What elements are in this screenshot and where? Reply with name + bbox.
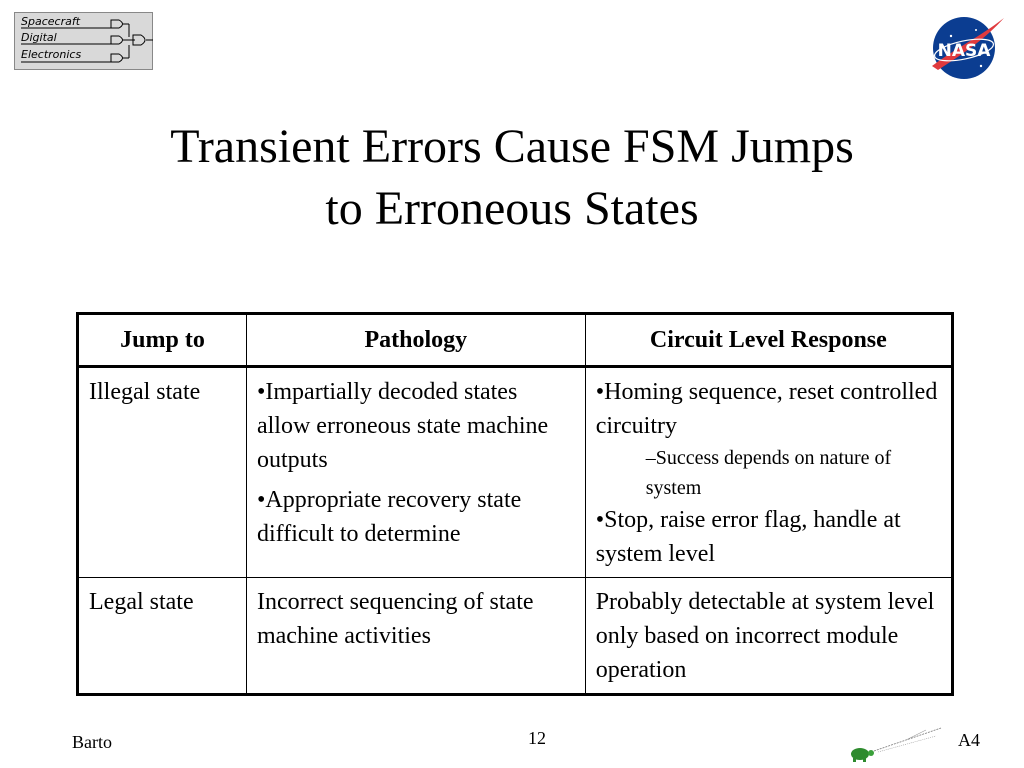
- table-row: [78, 578, 953, 695]
- response-bullet: •Homing sequence, reset controlled circuitry: [595, 379, 938, 439]
- fsm-jump-table: [76, 312, 954, 696]
- table-row: [78, 367, 953, 578]
- spacecraft-digital-electronics-logo: [14, 12, 153, 70]
- turtle-icon: [846, 722, 946, 764]
- cell-response: [585, 367, 952, 578]
- cell-response: Probably detectable at system level only based on incorrect module operation: [585, 578, 952, 695]
- pathology-bullet: •Impartially decoded states allow erroneous state machine outputs: [256, 379, 549, 473]
- header-jump-to: Jump to: [78, 314, 247, 367]
- logo-line-spacecraft: Spacecraft: [21, 15, 81, 28]
- cell-pathology: [246, 367, 585, 578]
- title-line-1: Transient Errors Cause FSM Jumps: [170, 120, 854, 173]
- cell-pathology: Incorrect sequencing of state machine activities: [246, 578, 585, 695]
- cell-jump-to: Illegal state: [78, 367, 247, 578]
- logo-line-digital: Digital: [21, 31, 57, 44]
- pathology-bullet: •Appropriate recovery state difficult to determine: [256, 487, 522, 547]
- response-sub-bullet: –Success depends on nature of system: [645, 447, 892, 499]
- slide-title: [0, 116, 1024, 240]
- logo-line-electronics: Electronics: [21, 48, 82, 61]
- cell-jump-to: Legal state: [78, 578, 247, 695]
- footer-author: Barto: [72, 732, 112, 752]
- title-line-2: to Erroneous States: [325, 182, 699, 235]
- header-pathology: Pathology: [246, 314, 585, 367]
- header-circuit-response: Circuit Level Response: [585, 314, 952, 367]
- footer-page-number: 12: [528, 728, 546, 748]
- footer-session: A4: [958, 730, 980, 750]
- response-bullet: •Stop, raise error flag, handle at system level: [595, 507, 901, 567]
- table-header-row: [78, 314, 953, 367]
- nasa-logo-text: NASA: [937, 41, 991, 61]
- nasa-logo: [926, 8, 1006, 84]
